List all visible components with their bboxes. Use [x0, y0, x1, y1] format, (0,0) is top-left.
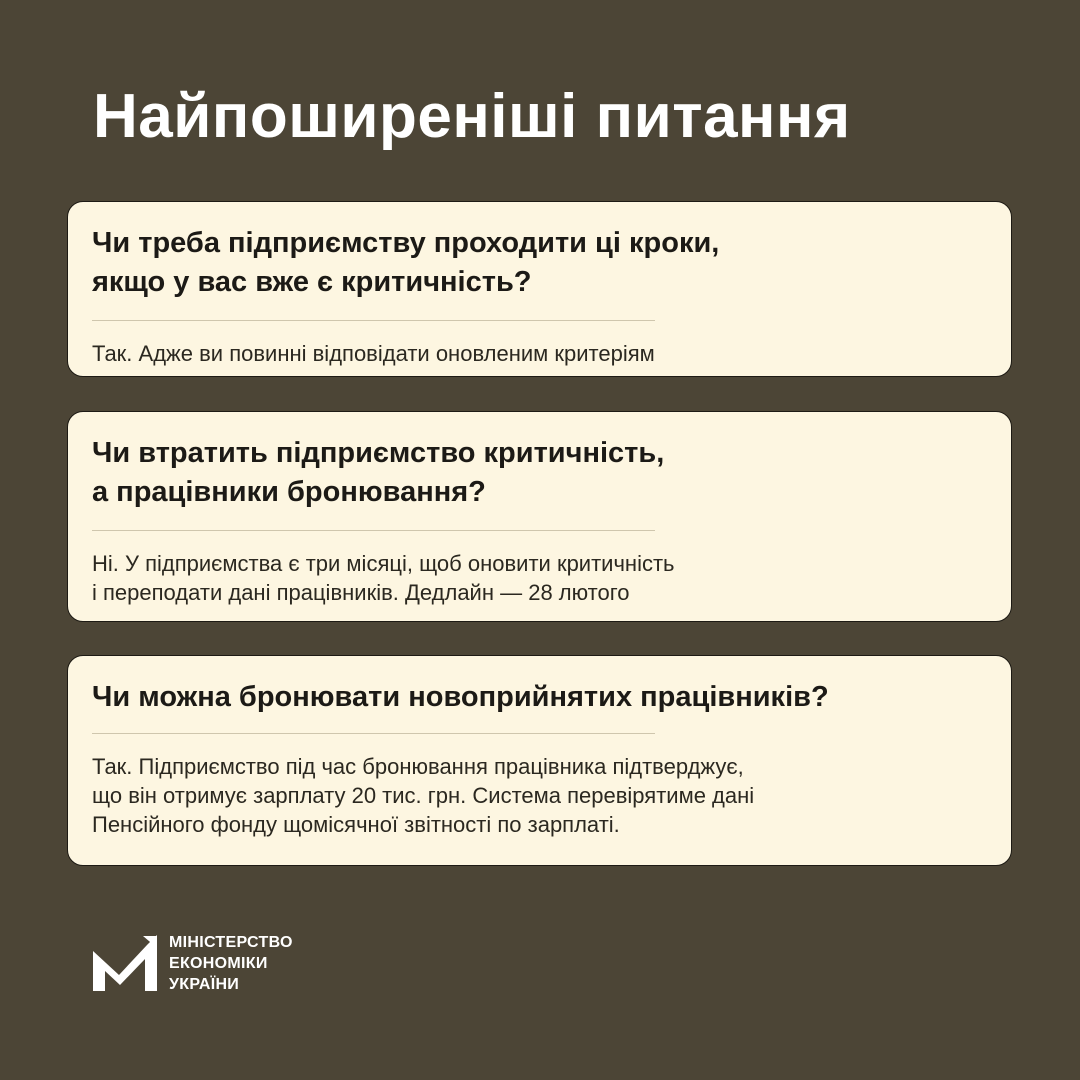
answer-line: Так. Адже ви повинні відповідати оновленим критеріям	[92, 341, 655, 366]
logo-line: МІНІСТЕРСТВО	[169, 934, 293, 951]
faq-card-1	[67, 201, 1012, 377]
divider	[92, 320, 655, 321]
question-line: а працівники бронювання?	[92, 476, 486, 508]
page-title: Найпоширеніші питання	[93, 82, 851, 151]
divider	[92, 733, 655, 734]
faq-answer	[92, 549, 987, 607]
question-line: Чи втратить підприємство критичність,	[92, 437, 665, 469]
answer-line: і переподати дані працівників. Дедлайн — 28 лютого	[92, 580, 630, 605]
logo-line: ЕКОНОМІКИ	[169, 955, 268, 972]
faq-answer	[92, 339, 987, 368]
logo-line: УКРАЇНИ	[169, 976, 240, 993]
ministry-logo-text	[169, 932, 293, 995]
question-line: Чи можна бронювати новоприйнятих працівників?	[92, 681, 829, 713]
answer-line: Ні. У підприємства є три місяці, щоб оновити критичність	[92, 551, 675, 576]
question-line: Чи треба підприємству проходити ці кроки,	[92, 227, 720, 259]
faq-question	[92, 224, 987, 302]
faq-card-3	[67, 655, 1012, 866]
faq-card-2	[67, 411, 1012, 622]
faq-question	[92, 434, 987, 512]
divider	[92, 530, 655, 531]
ministry-logo-icon	[93, 935, 157, 993]
question-line: якщо у вас вже є критичність?	[92, 266, 532, 298]
faq-question	[92, 678, 987, 717]
answer-line: Так. Підприємство під час бронювання працівника підтверджує,	[92, 754, 744, 779]
ministry-logo	[93, 932, 293, 995]
answer-line: Пенсійного фонду щомісячної звітності по зарплаті.	[92, 812, 620, 837]
faq-answer	[92, 752, 987, 839]
answer-line: що він отримує зарплату 20 тис. грн. Система перевірятиме дані	[92, 783, 755, 808]
